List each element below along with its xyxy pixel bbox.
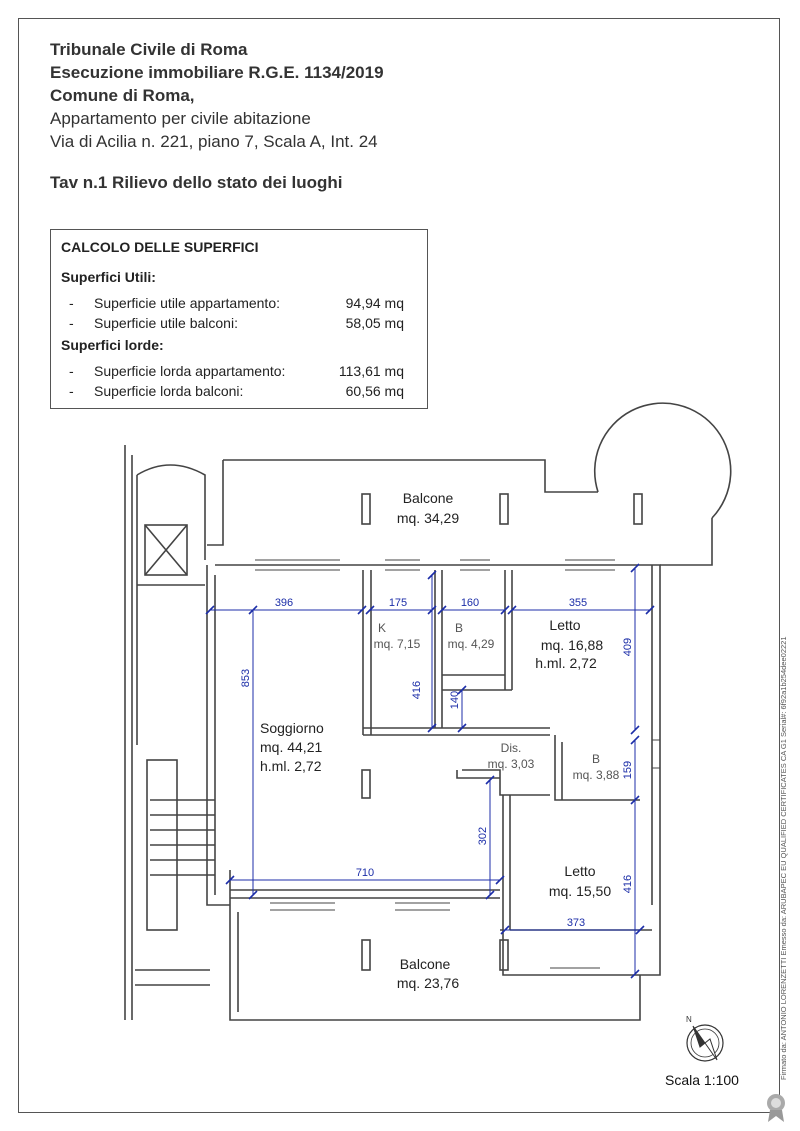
room-height: h.ml. 2,72 (535, 655, 597, 671)
scale-label: Scala 1:100 (665, 1072, 739, 1088)
dim-label: 416 (622, 874, 634, 894)
room-area: mq. 15,50 (548, 883, 612, 899)
address: Via di Acilia n. 221, piano 7, Scala A, Int. 24 (50, 132, 378, 151)
property-type: Appartamento per civile abitazione (50, 109, 311, 128)
table-title: Tav n.1 Rilievo dello stato dei luoghi (50, 173, 343, 192)
room-area: mq. 16,88 (540, 637, 604, 653)
room-name: Soggiorno (260, 720, 324, 736)
municipality: Comune di Roma, (50, 86, 195, 105)
room-name: Letto (564, 863, 596, 879)
dim-label: 373 (566, 917, 586, 929)
room-area: mq. 34,29 (396, 510, 460, 526)
room-name: Dis. (500, 741, 522, 755)
dim-label: 159 (622, 760, 634, 780)
calc-title: CALCOLO DELLE SUPERFICI (61, 239, 259, 255)
useful-row: - Superficie utile appartamento: 94,94 mq (69, 295, 404, 311)
case-number: Esecuzione immobiliare R.G.E. 1134/2019 (50, 63, 384, 82)
dim-label: 710 (355, 867, 375, 879)
dim-label: 396 (274, 597, 294, 609)
useful-heading: Superfici Utili: (61, 269, 156, 285)
dim-label: 175 (388, 597, 408, 609)
compass-rose-icon (686, 1015, 723, 1061)
dim-label: 355 (568, 597, 588, 609)
room-area: mq. 23,76 (396, 975, 460, 991)
room-area: mq. 7,15 (373, 637, 421, 651)
gross-row: - Superficie lorda appartamento: 113,61 mq (69, 363, 404, 379)
dim-label: 302 (477, 826, 489, 846)
north-label: N (686, 1015, 692, 1024)
room-name: B (454, 621, 464, 635)
room-area: mq. 4,29 (447, 637, 495, 651)
room-name: Balcone (402, 490, 454, 506)
dim-label: 140 (449, 690, 461, 710)
room-name: Letto (549, 617, 581, 633)
room-area: mq. 3,88 (572, 768, 620, 782)
room-name: B (591, 752, 601, 766)
dim-label: 416 (411, 680, 423, 700)
room-name: K (377, 621, 387, 635)
room-area: mq. 44,21 (260, 739, 323, 755)
dim-label: 160 (460, 597, 480, 609)
room-name: Balcone (399, 956, 451, 972)
court-name: Tribunale Civile di Roma (50, 40, 248, 59)
dim-label: 853 (240, 668, 252, 688)
dim-label: 409 (622, 637, 634, 657)
gross-row: - Superficie lorda balconi: 60,56 mq (69, 383, 404, 399)
room-area: mq. 3,03 (487, 757, 535, 771)
seal-icon (767, 1094, 785, 1122)
room-height: h.ml. 2,72 (260, 758, 322, 774)
useful-row: - Superficie utile balconi: 58,05 mq (69, 315, 404, 331)
digital-signature-stamp: Firmato da: ANTONIO LORENZETTI Emesso da: ARUBAPEC EU QUALIFIED CERTIFICATES CA G1 Serial#: 6f92a1b254dee02221 (779, 636, 788, 1080)
gross-heading: Superfici lorde: (61, 337, 164, 353)
